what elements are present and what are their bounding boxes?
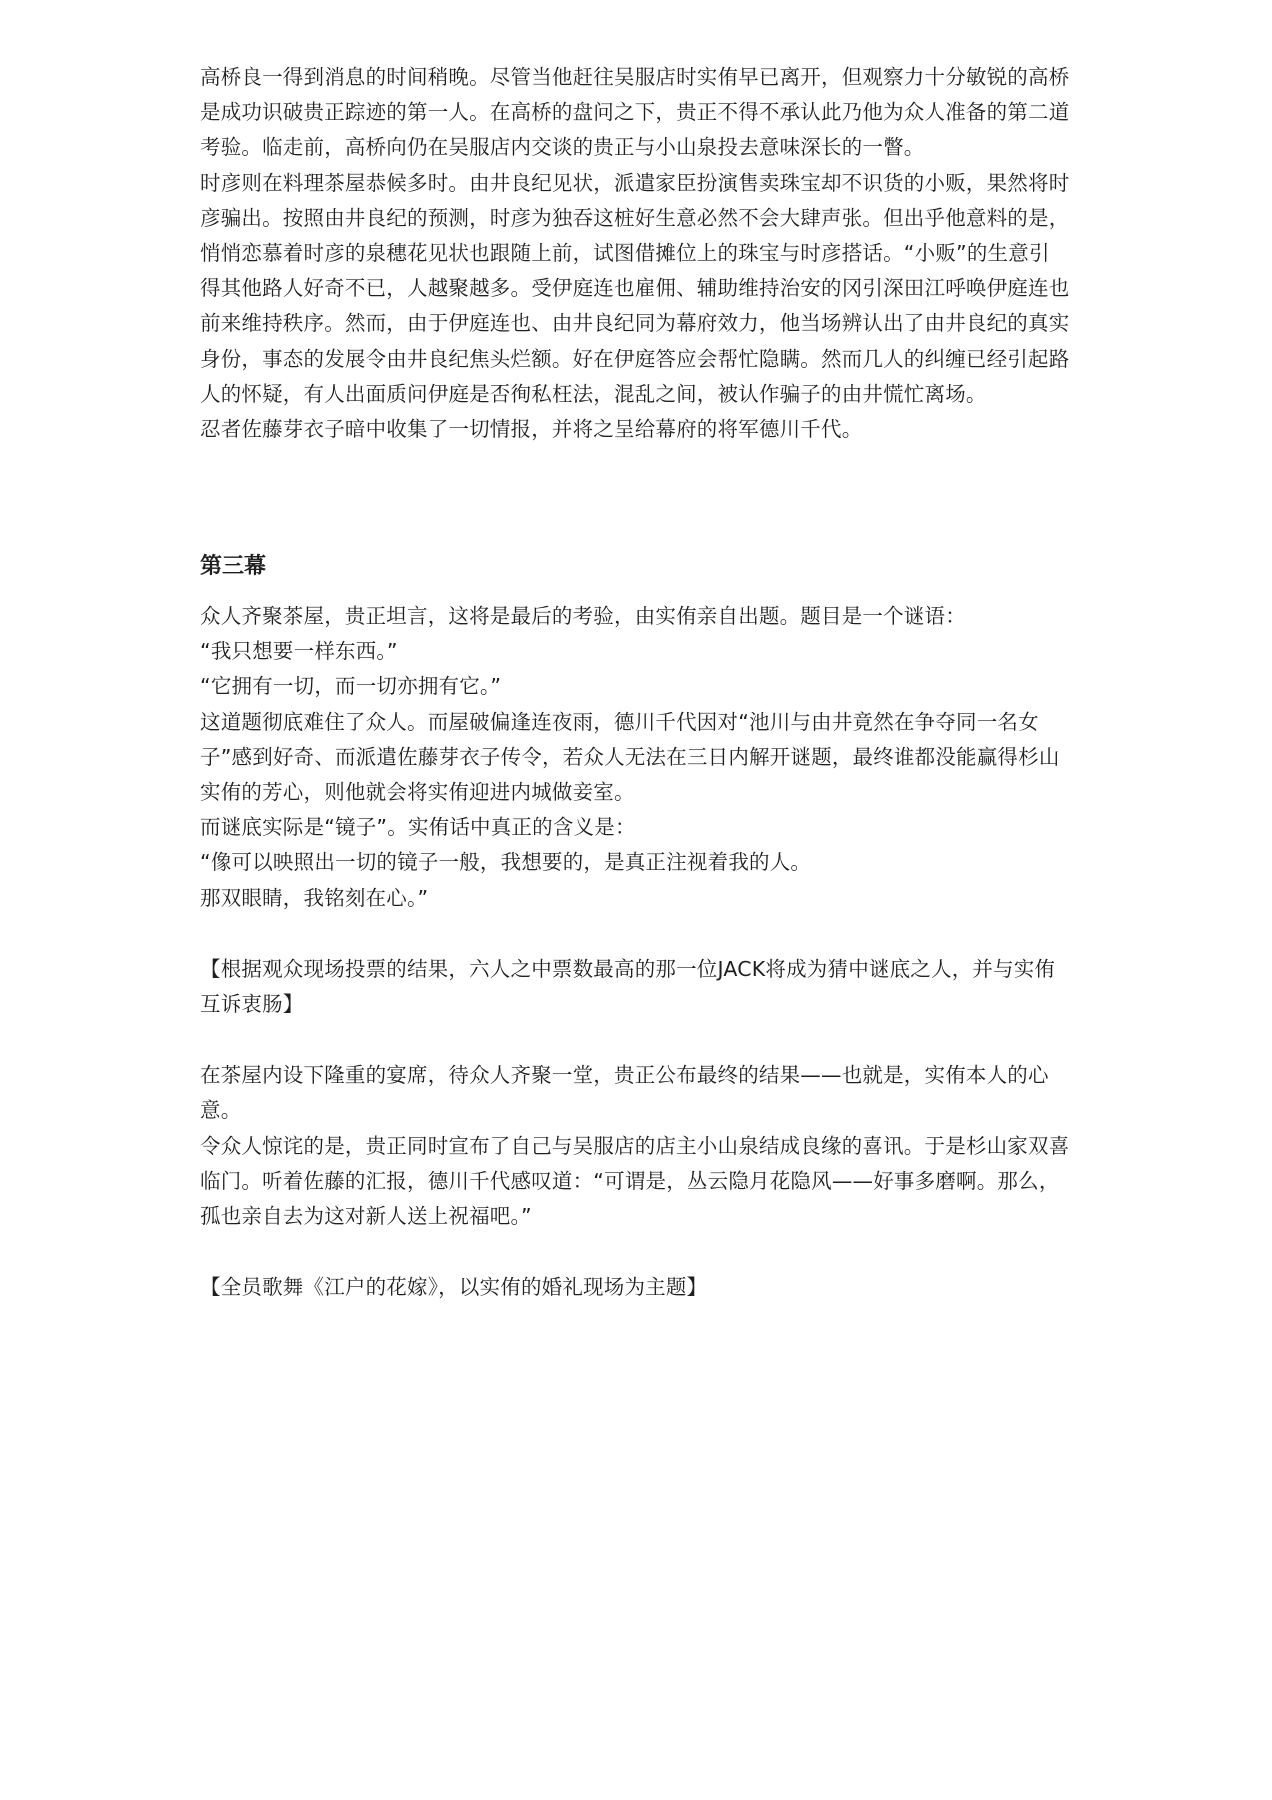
paragraph-line: 在茶屋内设下隆重的宴席，待众人齐聚一堂，贵正公布最终的结果——也就是，实侑本人的心 bbox=[200, 1063, 1049, 1088]
act3-heading: 第三幕 bbox=[200, 554, 267, 580]
paragraph-line: 众人齐聚茶屋，贵正坦言，这将是最后的考验，由实侑亲自出题。题目是一个谜语： bbox=[200, 604, 966, 629]
document-page bbox=[200, 60, 1080, 1305]
paragraph-line: 时彦则在料理茶屋恭候多时。由井良纪见状，派遣家臣扮演售卖珠宝却不识货的小贩，果然将时 bbox=[200, 170, 1070, 195]
section-spacer bbox=[200, 447, 1080, 519]
paragraph-line: 孤也亲自去为这对新人送上祝福吧。” bbox=[200, 1203, 532, 1228]
paragraph-line: 而谜底实际是“镜子”。实侑话中真正的含义是： bbox=[200, 815, 636, 840]
paragraph-line: 身份，事态的发展令由井良纪焦头烂额。好在伊庭答应会帮忙隐瞒。然而几人的纠缠已经引起路 bbox=[200, 346, 1070, 371]
stage-note-vote bbox=[200, 952, 1080, 1022]
paragraph-spacer bbox=[200, 916, 1080, 952]
paragraph-line: 实侑的芳心，则他就会将实侑迎进内城做妾室。 bbox=[200, 780, 635, 804]
paragraph-line: 高桥良一得到消息的时间稍晚。尽管当他赶往吴服店时实侑早已离开，但观察力十分敏锐的高桥 bbox=[200, 65, 1070, 89]
paragraph-line: 临门。听着佐藤的汇报，德川千代感叹道：“可谓是，丛云隐月花隐风——好事多磨啊。那么， bbox=[200, 1168, 1060, 1193]
paragraph-line: 彦骗出。按照由井良纪的预测，时彦为独吞这桩好生意必然不会大肆声张。但出乎他意料的是， bbox=[200, 205, 1070, 230]
paragraph-line: 人的怀疑，有人出面质问伊庭是否徇私枉法，混乱之间，被认作骗子的由井慌忙离场。 bbox=[200, 381, 987, 406]
paragraph-line: 悄悄恋慕着时彦的泉穗花见状也跟随上前，试图借摊位上的珠宝与时彦搭话。“小贩”的生意引 bbox=[200, 240, 1050, 265]
act3-block-2 bbox=[200, 1058, 1080, 1234]
paragraph-line: 那双眼睛，我铭刻在心。” bbox=[200, 885, 429, 910]
paragraph-spacer bbox=[200, 1022, 1080, 1058]
paragraph-line: 得其他路人好奇不已，人越聚越多。受伊庭连也雇佣、辅助维持治安的冈引深田江呼唤伊庭连也 bbox=[200, 276, 1070, 301]
paragraph-line: “像可以映照出一切的镜子一般，我想要的，是真正注视着我的人。 bbox=[200, 850, 812, 875]
paragraph-line: “我只想要一样东西。” bbox=[200, 639, 398, 664]
act2-section bbox=[200, 60, 1080, 447]
act3-block-1 bbox=[200, 599, 1080, 916]
paragraph-line: 互诉衷肠】 bbox=[200, 991, 304, 1016]
paragraph-line: 令众人惊诧的是，贵正同时宣布了自己与吴服店的店主小山泉结成良缘的喜讯。于是杉山家双喜 bbox=[200, 1133, 1070, 1158]
paragraph-line: 忍者佐藤芽衣子暗中收集了一切情报，并将之呈给幕府的将军德川千代。 bbox=[200, 416, 863, 441]
paragraph-line: 前来维持秩序。然而，由于伊庭连也、由井良纪同为幕府效力，他当场辨认出了由井良纪的真实 bbox=[200, 311, 1070, 336]
paragraph-line: 子”感到好奇、而派遣佐藤芽衣子传令，若众人无法在三日内解开谜题，最终谁都没能赢得杉山 bbox=[200, 744, 1060, 769]
paragraph-line: 意。 bbox=[200, 1098, 242, 1123]
paragraph-line: “它拥有一切，而一切亦拥有它。” bbox=[200, 674, 502, 699]
stage-note-finale bbox=[200, 1270, 1080, 1305]
paragraph-line: 是成功识破贵正踪迹的第一人。在高桥的盘问之下，贵正不得不承认此乃他为众人准备的第二道 bbox=[200, 100, 1070, 125]
paragraph-line: 【根据观众现场投票的结果，六人之中票数最高的那一位JACK将成为猜中谜底之人，并与实侑 bbox=[200, 956, 1056, 981]
paragraph-line: 【全员歌舞《江户的花嫁》，以实侑的婚礼现场为主题】 bbox=[200, 1275, 708, 1300]
paragraph-line: 这道题彻底难住了众人。而屋破偏逢连夜雨，德川千代因对“池川与由井竟然在争夺同一名女 bbox=[200, 709, 1039, 734]
paragraph-line: 考验。临走前，高桥向仍在吴服店内交谈的贵正与小山泉投去意味深长的一瞥。 bbox=[200, 135, 925, 160]
paragraph-spacer bbox=[200, 1234, 1080, 1270]
